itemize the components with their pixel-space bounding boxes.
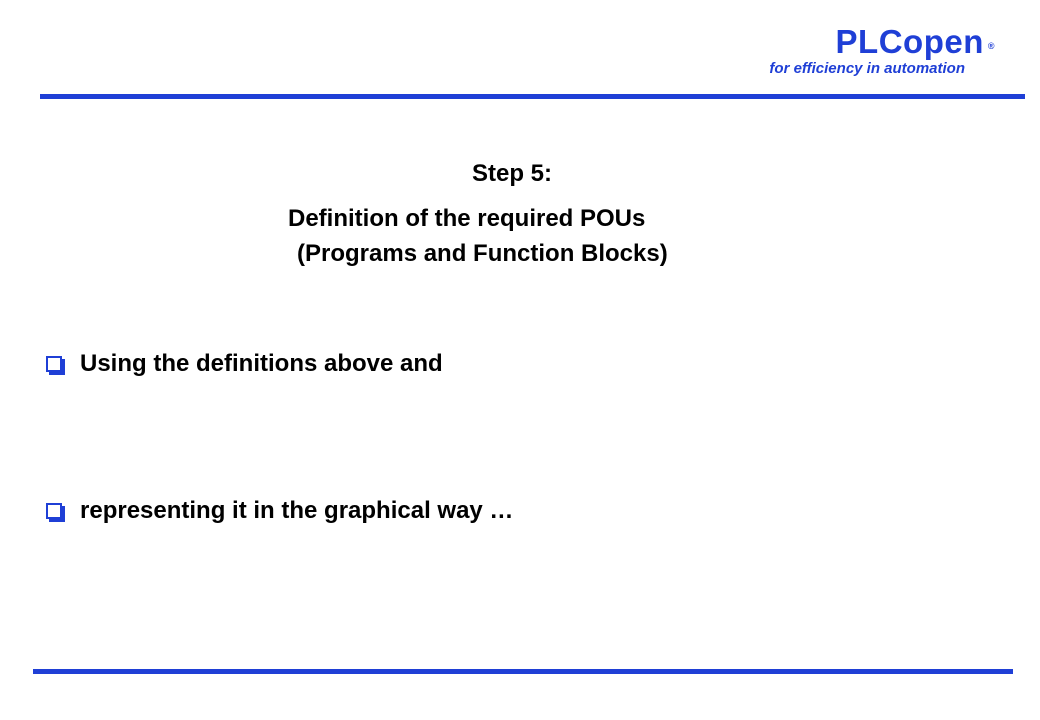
registered-mark: ® (987, 41, 995, 51)
top-divider (40, 94, 1025, 99)
bullet-item (46, 497, 513, 525)
title-definition: Definition of the required POUs (288, 205, 646, 232)
brand-logo (769, 24, 995, 78)
brand-name-line (769, 24, 995, 60)
brand-name: PLCopen (835, 23, 984, 60)
bullet-item (46, 350, 443, 378)
bullet-text: Using the definitions above and (80, 350, 443, 377)
bullet-text: representing it in the graphical way … (80, 497, 514, 524)
checkbox-bullet-icon (46, 503, 62, 519)
title-parenthetical: (Programs and Function Blocks) (297, 240, 668, 267)
brand-tagline: for efficiency in automation (769, 60, 965, 77)
bottom-divider (33, 669, 1013, 674)
checkbox-bullet-icon (46, 356, 62, 372)
title-step: Step 5: (472, 160, 553, 187)
